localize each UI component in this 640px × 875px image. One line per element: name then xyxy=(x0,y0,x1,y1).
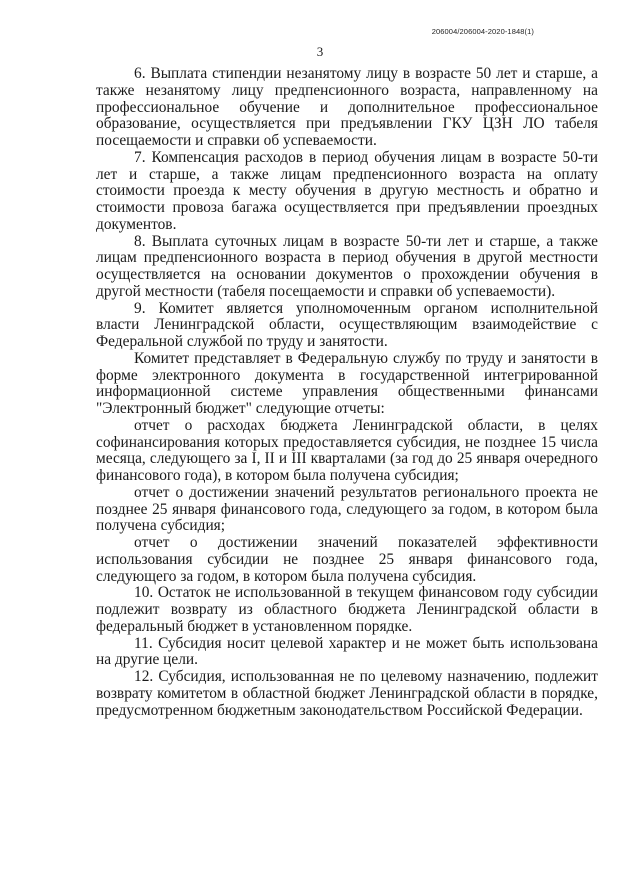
paragraph-report-expenses: отчет о расходах бюджета Ленинградской области, в целях софинансирования которых предоставляется субсидия, не позднее 15 числа месяца, следующего за I, II и III кварталами (за год до 25 января очередного финансового года), в котором была получена субсидия; xyxy=(96,416,598,484)
paragraph-8: 8. Выплата суточных лицам в возрасте 50-ти лет и старше, а также лицам предпенсионного возраста в период обучения в другой местности осуществляется на основании документов о прохождении обучения в другой местности (табеля посещаемости и справки об успеваемости). xyxy=(96,232,598,300)
paragraph-report-results: отчет о достижении значений результатов регионального проекта не позднее 25 января финансового года, следующего за годом, в котором была получена субсидия; xyxy=(96,483,598,535)
paragraph-6: 6. Выплата стипендии незанятому лицу в возрасте 50 лет и старше, а также незанятому лицу предпенсионного возраста, направленному на профессиональное обучение и дополнительное профессиональное образование, осуществляется при предъявлении ГКУ ЦЗН ЛО табеля посещаемости и справки об успеваемости. xyxy=(96,65,598,149)
document-id: 206004/206004-2020-1848(1) xyxy=(431,27,534,36)
paragraph-9: 9. Комитет является уполномоченным органом исполнительной власти Ленинградской области, осуществляющим взаимодействие с Федеральной службой по труду и занятости. xyxy=(96,299,598,350)
paragraph-11: 11. Субсидия носит целевой характер и не может быть использована на другие цели. xyxy=(96,634,598,669)
paragraph-report-indicators: отчет о достижении значений показателей эффективности использования субсидии не позднее 25 января финансового года, следующего за годом, в котором была получена субсидия. xyxy=(96,534,598,585)
paragraph-10: 10. Остаток не использованной в текущем финансовом году субсидии подлежит возврату из областного бюджета Ленинградской области в федеральный бюджет в установленном порядке. xyxy=(96,584,598,635)
document-body xyxy=(96,66,598,719)
page-number: 3 xyxy=(316,44,324,59)
paragraph-7: 7. Компенсация расходов в период обучения лицам в возрасте 50-ти лет и старше, а также лицам предпенсионного возраста на оплату стоимости проезда к месту обучения в другую местность и обратно и стоимости провоза багажа осуществляется при предъявлении проездных документов. xyxy=(96,148,598,233)
paragraph-reports-intro: Комитет представляет в Федеральную службу по труду и занятости в форме электронного документа в государственной интегрированной информационной системе управления общественными финансами "Электронный бюджет" следующие отчеты: xyxy=(96,349,598,417)
paragraph-12: 12. Субсидия, использованная не по целевому назначению, подлежит возврату комитетом в областной бюджет Ленинградской области в порядке, предусмотренном бюджетным законодательством Российской Федерации. xyxy=(96,668,598,719)
